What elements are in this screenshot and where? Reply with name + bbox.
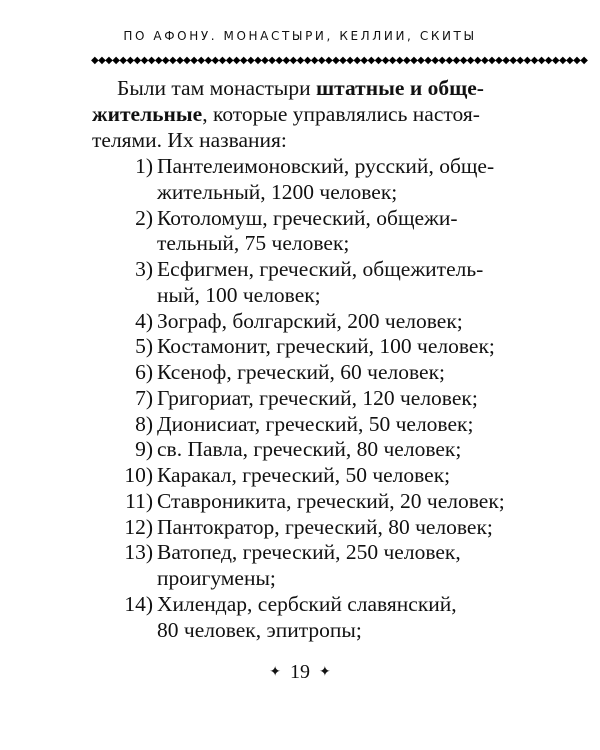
list-item-text: Ставроникита, греческий, 20 человек; bbox=[157, 488, 505, 513]
list-item-text: Григориат, греческий, 120 человек; bbox=[157, 385, 478, 410]
list-item-number: 2) bbox=[135, 205, 153, 230]
list-item-text: 80 человек, эпитропы; bbox=[157, 617, 362, 642]
list-item-text: тельный, 75 человек; bbox=[157, 231, 350, 256]
list-item-number: 8) bbox=[135, 411, 153, 436]
list-item-text: Каракал, греческий, 50 человек; bbox=[157, 463, 451, 487]
right-ornament-icon: ✦ bbox=[319, 664, 331, 680]
list-item-number: 1) bbox=[135, 154, 153, 178]
intro-line-3 bbox=[92, 127, 287, 153]
list-item-number: 5) bbox=[135, 334, 153, 359]
intro-line-2 bbox=[92, 101, 480, 127]
header-ornament-rule: ◆◆◆◆◆◆◆◆◆◆◆◆◆◆◆◆◆◆◆◆◆◆◆◆◆◆◆◆◆◆◆◆◆◆◆◆◆◆◆◆◆◆◆◆◆◆◆◆◆◆◆◆◆◆◆◆◆◆◆◆◆◆◆◆◆◆◆◆◆◆ bbox=[91, 55, 588, 66]
page-number: 19 bbox=[290, 661, 310, 683]
list-item-text: Пантелеимоновский, русский, обще- bbox=[157, 154, 495, 178]
list-item-number: 6) bbox=[135, 360, 153, 384]
list-item-text: Ватопед, греческий, 250 человек, bbox=[157, 540, 461, 565]
intro-text-2: , которые управлялись настоя- bbox=[202, 102, 480, 126]
intro-bold-1: штатные и обще- bbox=[316, 76, 484, 100]
list-item-text: жительный, 1200 человек; bbox=[157, 179, 398, 204]
list-item-text: ный, 100 человек; bbox=[157, 282, 321, 307]
list-item-text: Есфигмен, греческий, общежитель- bbox=[157, 257, 484, 281]
list-item-number: 14) bbox=[124, 591, 153, 616]
list-item-number: 11) bbox=[125, 488, 153, 513]
list-item-number: 9) bbox=[135, 437, 153, 462]
list-item-number: 4) bbox=[135, 308, 153, 333]
running-header: ПО АФОНУ. МОНАСТЫРИ, КЕЛЛИИ, СКИТЫ bbox=[123, 29, 477, 43]
list-item-text: Ксеноф, греческий, 60 человек; bbox=[157, 360, 446, 384]
list-item-text: Зограф, болгарский, 200 человек; bbox=[157, 308, 463, 333]
list-item-text: проигумены; bbox=[157, 566, 276, 590]
left-ornament-icon: ✦ bbox=[269, 664, 281, 680]
list-item-text: св. Павла, греческий, 80 человек; bbox=[157, 437, 462, 462]
intro-text-3: телями. Их названия: bbox=[92, 128, 287, 152]
list-item-text: Дионисиат, греческий, 50 человек; bbox=[157, 411, 474, 436]
page-footer bbox=[0, 661, 600, 684]
list-item-text: Костамонит, греческий, 100 человек; bbox=[157, 334, 495, 359]
list-item-text: Котоломуш, греческий, общежи- bbox=[157, 205, 458, 230]
list-item-number: 13) bbox=[124, 540, 153, 565]
intro-line-1 bbox=[117, 75, 484, 101]
list-item-number: 7) bbox=[135, 385, 153, 410]
intro-text-1: Были там монастыри bbox=[117, 76, 317, 100]
intro-bold-2: жительные bbox=[92, 102, 203, 126]
list-item-number: 12) bbox=[124, 514, 153, 539]
list-item-text: Пантократор, греческий, 80 человек; bbox=[157, 514, 493, 539]
list-item-text: Хилендар, сербский славянский, bbox=[157, 591, 457, 616]
list-item-number: 3) bbox=[135, 257, 153, 281]
list-item-number: 10) bbox=[124, 463, 153, 487]
